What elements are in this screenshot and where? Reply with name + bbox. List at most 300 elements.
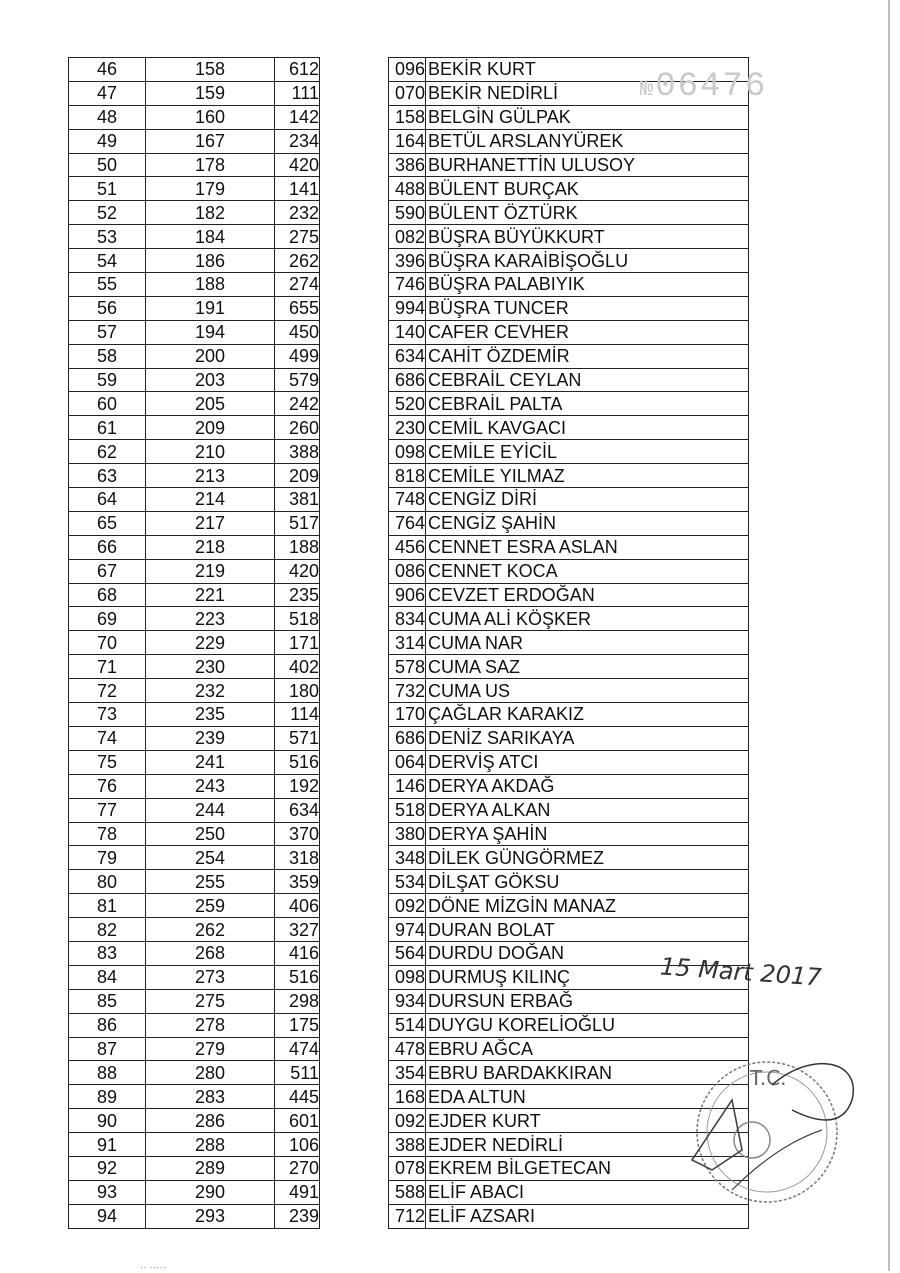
person-name: BEKİR KURT [426, 58, 749, 82]
id-number-end: 456 [389, 535, 426, 559]
person-name: ELİF ABACI [426, 1180, 749, 1204]
person-name: BURHANETTİN ULUSOY [426, 153, 749, 177]
id-number-redacted [320, 81, 389, 105]
table-row [69, 273, 749, 297]
person-name: DENİZ SARIKAYA [426, 726, 749, 750]
id-number-end: 686 [389, 726, 426, 750]
row-index: 75 [69, 750, 146, 774]
id-number-redacted [320, 296, 389, 320]
table-row [69, 822, 749, 846]
id-number-start: 141 [275, 177, 320, 201]
row-index: 84 [69, 965, 146, 989]
row-number: 178 [146, 153, 275, 177]
table-row [69, 989, 749, 1013]
id-number-start: 518 [275, 607, 320, 631]
id-number-redacted [320, 368, 389, 392]
person-name: CUMA ALİ KÖŞKER [426, 607, 749, 631]
row-number: 244 [146, 798, 275, 822]
table-row [69, 511, 749, 535]
person-name: BELGİN GÜLPAK [426, 105, 749, 129]
id-number-end: 588 [389, 1180, 426, 1204]
id-number-start: 111 [275, 81, 320, 105]
row-index: 67 [69, 559, 146, 583]
row-index: 61 [69, 416, 146, 440]
table-row [69, 870, 749, 894]
person-name: CEVZET ERDOĞAN [426, 583, 749, 607]
id-number-start: 579 [275, 368, 320, 392]
person-name: DERYA ŞAHİN [426, 822, 749, 846]
id-number-redacted [320, 918, 389, 942]
id-number-end: 158 [389, 105, 426, 129]
row-number: 243 [146, 774, 275, 798]
table-row [69, 1085, 749, 1109]
table-row [69, 392, 749, 416]
row-index: 53 [69, 225, 146, 249]
id-number-start: 381 [275, 488, 320, 512]
person-name: DURDU DOĞAN [426, 941, 749, 965]
id-number-end: 686 [389, 368, 426, 392]
id-number-end: 354 [389, 1061, 426, 1085]
table-row [69, 798, 749, 822]
id-number-start: 516 [275, 750, 320, 774]
id-number-start: 175 [275, 1013, 320, 1037]
id-number-end: 994 [389, 296, 426, 320]
id-number-start: 499 [275, 344, 320, 368]
row-number: 182 [146, 201, 275, 225]
table-row [69, 559, 749, 583]
id-number-redacted [320, 846, 389, 870]
table-row [69, 225, 749, 249]
table-row [69, 1037, 749, 1061]
person-name: CENNET ESRA ASLAN [426, 535, 749, 559]
id-number-end: 564 [389, 941, 426, 965]
id-number-start: 180 [275, 679, 320, 703]
id-number-start: 388 [275, 440, 320, 464]
id-number-end: 098 [389, 440, 426, 464]
id-number-redacted [320, 1180, 389, 1204]
id-number-end: 634 [389, 344, 426, 368]
row-number: 279 [146, 1037, 275, 1061]
id-number-redacted [320, 1013, 389, 1037]
footer-fragment: ·· ····· [140, 1262, 167, 1273]
row-number: 188 [146, 273, 275, 297]
id-number-end: 380 [389, 822, 426, 846]
row-number: 159 [146, 81, 275, 105]
id-number-start: 420 [275, 559, 320, 583]
person-name: BÜŞRA KARAİBİŞOĞLU [426, 249, 749, 273]
person-name: BÜŞRA PALABIYIK [426, 273, 749, 297]
table-row [69, 129, 749, 153]
id-number-start: 516 [275, 965, 320, 989]
row-index: 59 [69, 368, 146, 392]
row-number: 210 [146, 440, 275, 464]
id-number-redacted [320, 58, 389, 82]
person-name: CEMİLE YILMAZ [426, 464, 749, 488]
row-number: 259 [146, 894, 275, 918]
person-name: EBRU BARDAKKIRAN [426, 1061, 749, 1085]
id-number-end: 748 [389, 488, 426, 512]
row-index: 56 [69, 296, 146, 320]
id-number-start: 511 [275, 1061, 320, 1085]
row-index: 50 [69, 153, 146, 177]
id-number-end: 396 [389, 249, 426, 273]
id-number-redacted [320, 225, 389, 249]
id-number-redacted [320, 726, 389, 750]
table-row [69, 1061, 749, 1085]
id-number-redacted [320, 870, 389, 894]
row-index: 80 [69, 870, 146, 894]
row-number: 221 [146, 583, 275, 607]
table-row [69, 679, 749, 703]
id-number-start: 327 [275, 918, 320, 942]
row-number: 235 [146, 703, 275, 727]
id-number-redacted [320, 129, 389, 153]
id-number-start: 192 [275, 774, 320, 798]
row-index: 90 [69, 1109, 146, 1133]
row-index: 76 [69, 774, 146, 798]
row-number: 275 [146, 989, 275, 1013]
id-number-redacted [320, 822, 389, 846]
row-number: 209 [146, 416, 275, 440]
row-index: 74 [69, 726, 146, 750]
table-row [69, 726, 749, 750]
id-number-end: 096 [389, 58, 426, 82]
row-index: 92 [69, 1156, 146, 1180]
id-number-start: 655 [275, 296, 320, 320]
table-row [69, 894, 749, 918]
person-name: ELİF AZSARI [426, 1204, 749, 1228]
row-index: 85 [69, 989, 146, 1013]
row-number: 158 [146, 58, 275, 82]
table-row [69, 583, 749, 607]
row-number: 278 [146, 1013, 275, 1037]
id-number-end: 590 [389, 201, 426, 225]
row-index: 62 [69, 440, 146, 464]
row-number: 219 [146, 559, 275, 583]
row-index: 46 [69, 58, 146, 82]
id-number-redacted [320, 1085, 389, 1109]
id-number-start: 274 [275, 273, 320, 297]
table-row [69, 941, 749, 965]
id-number-end: 168 [389, 1085, 426, 1109]
table-row [69, 488, 749, 512]
id-number-redacted [320, 1109, 389, 1133]
person-name: EDA ALTUN [426, 1085, 749, 1109]
person-name: BÜŞRA TUNCER [426, 296, 749, 320]
person-name: BÜLENT BURÇAK [426, 177, 749, 201]
serial-prefix: № [640, 77, 656, 102]
row-number: 268 [146, 941, 275, 965]
id-number-start: 634 [275, 798, 320, 822]
person-name: CUMA SAZ [426, 655, 749, 679]
table-row [69, 464, 749, 488]
row-number: 290 [146, 1180, 275, 1204]
id-number-redacted [320, 153, 389, 177]
table-row [69, 368, 749, 392]
id-number-start: 406 [275, 894, 320, 918]
id-number-end: 514 [389, 1013, 426, 1037]
table-row [69, 535, 749, 559]
id-number-end: 712 [389, 1204, 426, 1228]
row-number: 255 [146, 870, 275, 894]
id-number-end: 386 [389, 153, 426, 177]
id-number-redacted [320, 1133, 389, 1157]
row-index: 51 [69, 177, 146, 201]
id-number-redacted [320, 416, 389, 440]
person-name: CEBRAİL PALTA [426, 392, 749, 416]
id-number-end: 746 [389, 273, 426, 297]
row-number: 250 [146, 822, 275, 846]
person-name: CEMİLE EYİCİL [426, 440, 749, 464]
id-number-redacted [320, 511, 389, 535]
table-row [69, 774, 749, 798]
row-number: 213 [146, 464, 275, 488]
id-number-redacted [320, 798, 389, 822]
id-number-end: 086 [389, 559, 426, 583]
table-row [69, 1013, 749, 1037]
row-index: 64 [69, 488, 146, 512]
person-name: EJDER NEDİRLİ [426, 1133, 749, 1157]
id-number-redacted [320, 201, 389, 225]
id-number-redacted [320, 440, 389, 464]
person-name: DİLEK GÜNGÖRMEZ [426, 846, 749, 870]
id-number-start: 612 [275, 58, 320, 82]
id-number-start: 239 [275, 1204, 320, 1228]
id-number-redacted [320, 392, 389, 416]
row-index: 86 [69, 1013, 146, 1037]
id-number-start: 242 [275, 392, 320, 416]
row-index: 63 [69, 464, 146, 488]
personnel-table [68, 57, 749, 1229]
row-index: 89 [69, 1085, 146, 1109]
id-number-end: 534 [389, 870, 426, 894]
row-index: 77 [69, 798, 146, 822]
id-number-start: 571 [275, 726, 320, 750]
id-number-end: 478 [389, 1037, 426, 1061]
table-row [69, 1109, 749, 1133]
row-number: 200 [146, 344, 275, 368]
table-row [69, 416, 749, 440]
row-index: 69 [69, 607, 146, 631]
id-number-redacted [320, 344, 389, 368]
id-number-end: 834 [389, 607, 426, 631]
row-number: 214 [146, 488, 275, 512]
id-number-start: 142 [275, 105, 320, 129]
id-number-end: 082 [389, 225, 426, 249]
table-row [69, 296, 749, 320]
id-number-start: 517 [275, 511, 320, 535]
serial-digits: 06476 [655, 68, 768, 106]
person-name: CEMİL KAVGACI [426, 416, 749, 440]
row-number: 186 [146, 249, 275, 273]
notary-seal-stamp [672, 1040, 862, 1210]
id-number-end: 092 [389, 1109, 426, 1133]
id-number-end: 388 [389, 1133, 426, 1157]
page-edge-line [888, 0, 890, 1271]
row-index: 81 [69, 894, 146, 918]
id-number-redacted [320, 1204, 389, 1228]
person-name: EKREM BİLGETECAN [426, 1156, 749, 1180]
table-row [69, 105, 749, 129]
row-index: 83 [69, 941, 146, 965]
id-number-start: 270 [275, 1156, 320, 1180]
row-index: 66 [69, 535, 146, 559]
row-number: 286 [146, 1109, 275, 1133]
person-name: CENNET KOCA [426, 559, 749, 583]
row-number: 283 [146, 1085, 275, 1109]
row-index: 55 [69, 273, 146, 297]
person-name: DUYGU KORELİOĞLU [426, 1013, 749, 1037]
row-index: 60 [69, 392, 146, 416]
row-number: 194 [146, 320, 275, 344]
id-number-end: 064 [389, 750, 426, 774]
table-row [69, 1204, 749, 1228]
person-name: BETÜL ARSLANYÜREK [426, 129, 749, 153]
id-number-end: 518 [389, 798, 426, 822]
id-number-start: 232 [275, 201, 320, 225]
id-number-start: 106 [275, 1133, 320, 1157]
table-row [69, 703, 749, 727]
id-number-start: 474 [275, 1037, 320, 1061]
id-number-start: 318 [275, 846, 320, 870]
id-number-redacted [320, 583, 389, 607]
table-row [69, 1180, 749, 1204]
id-number-redacted [320, 631, 389, 655]
id-number-redacted [320, 941, 389, 965]
id-number-redacted [320, 105, 389, 129]
id-number-redacted [320, 559, 389, 583]
row-index: 70 [69, 631, 146, 655]
table-row [69, 655, 749, 679]
person-name: DERYA ALKAN [426, 798, 749, 822]
row-number: 241 [146, 750, 275, 774]
table-row [69, 320, 749, 344]
table-row [69, 750, 749, 774]
table-row [69, 965, 749, 989]
id-number-end: 140 [389, 320, 426, 344]
row-index: 91 [69, 1133, 146, 1157]
table-row [69, 607, 749, 631]
person-name: EBRU AĞCA [426, 1037, 749, 1061]
row-index: 78 [69, 822, 146, 846]
row-index: 47 [69, 81, 146, 105]
row-number: 203 [146, 368, 275, 392]
row-index: 71 [69, 655, 146, 679]
serial-number [640, 68, 767, 106]
table-row [69, 1156, 749, 1180]
id-number-redacted [320, 703, 389, 727]
id-number-end: 818 [389, 464, 426, 488]
id-number-start: 445 [275, 1085, 320, 1109]
row-number: 205 [146, 392, 275, 416]
id-number-start: 188 [275, 535, 320, 559]
row-number: 229 [146, 631, 275, 655]
person-name: DURMUŞ KILINÇ [426, 965, 749, 989]
id-number-start: 370 [275, 822, 320, 846]
id-number-end: 070 [389, 81, 426, 105]
id-number-redacted [320, 1156, 389, 1180]
id-number-start: 416 [275, 941, 320, 965]
id-number-start: 234 [275, 129, 320, 153]
row-number: 273 [146, 965, 275, 989]
person-name: CEBRAİL CEYLAN [426, 368, 749, 392]
id-number-start: 262 [275, 249, 320, 273]
row-number: 167 [146, 129, 275, 153]
person-name: BÜLENT ÖZTÜRK [426, 201, 749, 225]
person-name: CAHİT ÖZDEMİR [426, 344, 749, 368]
person-name: DURSUN ERBAĞ [426, 989, 749, 1013]
id-number-start: 298 [275, 989, 320, 1013]
id-number-start: 359 [275, 870, 320, 894]
table-row [69, 1133, 749, 1157]
id-number-end: 974 [389, 918, 426, 942]
id-number-start: 114 [275, 703, 320, 727]
id-number-start: 491 [275, 1180, 320, 1204]
row-index: 72 [69, 679, 146, 703]
id-number-end: 764 [389, 511, 426, 535]
id-number-start: 260 [275, 416, 320, 440]
id-number-redacted [320, 464, 389, 488]
id-number-redacted [320, 965, 389, 989]
person-name: CUMA US [426, 679, 749, 703]
id-number-end: 732 [389, 679, 426, 703]
table-row [69, 631, 749, 655]
id-number-start: 209 [275, 464, 320, 488]
handwritten-date: 15 Mart 2017 [659, 952, 823, 992]
id-number-redacted [320, 1037, 389, 1061]
person-name: DERYA AKDAĞ [426, 774, 749, 798]
row-number: 160 [146, 105, 275, 129]
row-number: 217 [146, 511, 275, 535]
row-index: 48 [69, 105, 146, 129]
table-row [69, 918, 749, 942]
table-row [69, 177, 749, 201]
id-number-end: 348 [389, 846, 426, 870]
person-name: CAFER CEVHER [426, 320, 749, 344]
row-number: 191 [146, 296, 275, 320]
table-row [69, 153, 749, 177]
id-number-end: 170 [389, 703, 426, 727]
id-number-redacted [320, 320, 389, 344]
row-number: 218 [146, 535, 275, 559]
row-number: 232 [146, 679, 275, 703]
row-number: 184 [146, 225, 275, 249]
id-number-redacted [320, 894, 389, 918]
id-number-end: 520 [389, 392, 426, 416]
id-number-start: 235 [275, 583, 320, 607]
id-number-end: 488 [389, 177, 426, 201]
row-number: 179 [146, 177, 275, 201]
person-name: DERVİŞ ATCI [426, 750, 749, 774]
row-number: 289 [146, 1156, 275, 1180]
id-number-redacted [320, 535, 389, 559]
id-number-start: 450 [275, 320, 320, 344]
row-index: 65 [69, 511, 146, 535]
id-number-redacted [320, 488, 389, 512]
seal-text: T.C. [750, 1066, 787, 1090]
person-name: CENGİZ ŞAHİN [426, 511, 749, 535]
row-index: 93 [69, 1180, 146, 1204]
id-number-redacted [320, 774, 389, 798]
row-number: 230 [146, 655, 275, 679]
row-index: 88 [69, 1061, 146, 1085]
id-number-start: 171 [275, 631, 320, 655]
person-name: EJDER KURT [426, 1109, 749, 1133]
row-number: 239 [146, 726, 275, 750]
id-number-end: 078 [389, 1156, 426, 1180]
table-row [69, 249, 749, 273]
person-name: BÜŞRA BÜYÜKKURT [426, 225, 749, 249]
